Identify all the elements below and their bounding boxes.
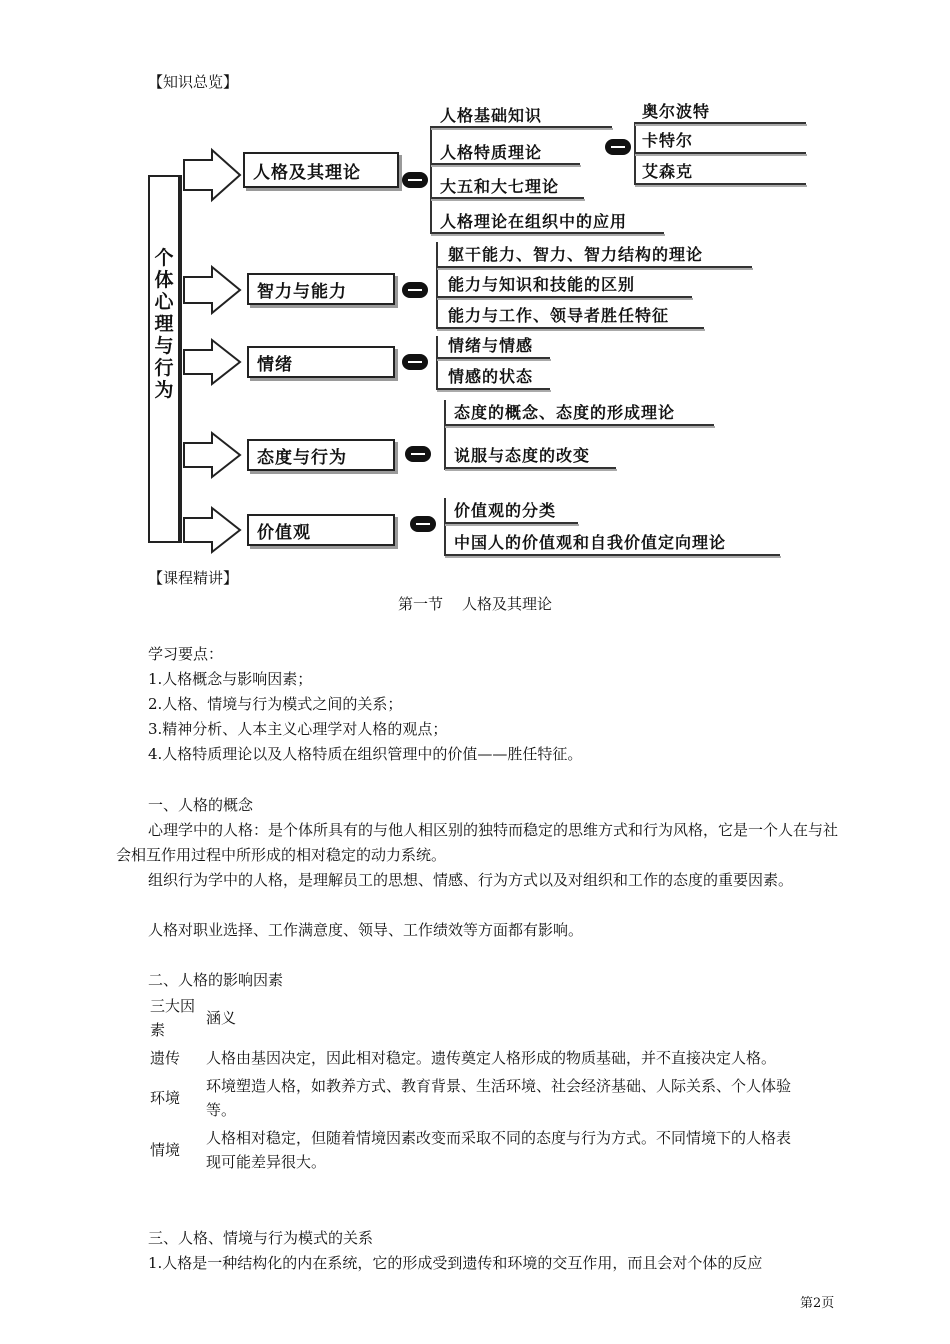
table-row [146, 1044, 800, 1072]
mindmap-subitem: 卡特尔 [642, 131, 694, 150]
table-header-row [146, 992, 800, 1044]
branch-emotion [247, 346, 395, 378]
part1-heading: 一、人格的概念 [148, 796, 254, 814]
mindmap-item: 中国人的价值观和自我价值定向理论 [454, 533, 727, 552]
factor-cell: 遗传 [150, 1049, 181, 1067]
collapse-icon [605, 139, 631, 155]
collapse-icon [402, 354, 428, 370]
key-point: 3.精神分析、人本主义心理学对人格的观点； [148, 720, 448, 738]
root-char: 心 [154, 291, 174, 313]
meaning-cell: 人格由基因决定，因此相对稳定。遗传奠定人格形成的物质基础，并不直接决定人格。 [206, 1049, 777, 1067]
factors-table [146, 992, 800, 1176]
branch-label: 人格及其理论 [253, 162, 361, 183]
arrow-icon [184, 508, 240, 552]
collapse-icon [405, 446, 431, 462]
table-row [146, 1072, 800, 1124]
arrow-icon [184, 150, 240, 200]
collapse-icon [402, 172, 428, 188]
key-point: 2.人格、情境与行为模式之间的关系； [148, 695, 403, 713]
mindmap-item: 态度的概念、态度的形成理论 [454, 403, 676, 422]
overview-heading: 【知识总览】 [148, 73, 239, 91]
mindmap-item: 躯干能力、智力、智力结构的理论 [448, 245, 704, 264]
branch-intelligence [247, 273, 395, 305]
meaning-cell: 人格相对稳定，但随着情境因素改变而采取不同的态度与行为方式。不同情境下的人格表现可能差异很大。 [206, 1129, 792, 1171]
mindmap-item: 能力与工作、领导者胜任特征 [448, 306, 670, 325]
mindmap-item: 人格特质理论 [440, 143, 543, 162]
branch-personality [243, 152, 399, 188]
mindmap-subitem: 艾森克 [642, 162, 694, 181]
part3-heading: 三、人格、情境与行为模式的关系 [148, 1229, 374, 1247]
mindmap-item: 说服与态度的改变 [454, 446, 591, 465]
mindmap-item: 人格理论在组织中的应用 [440, 212, 628, 231]
part3-first-line: 1.人格是一种结构化的内在系统，它的形成受到遗传和环境的交互作用，而且会对个体的反应 [148, 1254, 763, 1272]
branch-label: 智力与能力 [257, 281, 347, 302]
key-point: 1.人格概念与影响因素； [148, 670, 313, 688]
mindmap-item: 情绪与情感 [448, 336, 534, 355]
root-char: 体 [154, 269, 174, 291]
course-heading: 【课程精讲】 [148, 569, 239, 587]
part2-heading: 二、人格的影响因素 [148, 971, 284, 989]
root-char: 与 [154, 335, 174, 357]
part1-paragraph: 组织行为学中的人格，是理解员工的思想、情感、行为方式以及对组织和工作的态度的重要因素。 [148, 871, 794, 889]
root-char: 个 [154, 247, 174, 269]
branch-values [247, 514, 395, 546]
key-points-heading: 学习要点： [148, 645, 224, 663]
meaning-cell: 环境塑造人格，如教养方式、教育背景、生活环境、社会经济基础、人际关系、个人体验等。 [206, 1077, 792, 1119]
arrow-icon [184, 267, 240, 313]
collapse-icon [410, 516, 436, 532]
part1-paragraph: 心理学中的人格：是个体所具有的与他人相区别的独特而稳定的思维方式和行为风格，它是一个人在与社会相互作用过程中所形成的相对稳定的动力系统。 [116, 821, 839, 864]
mindmap-item: 价值观的分类 [454, 501, 557, 520]
branch-attitude [247, 439, 395, 471]
key-point: 4.人格特质理论以及人格特质在组织管理中的价值——胜任特征。 [148, 745, 583, 763]
factor-cell: 环境 [150, 1089, 181, 1107]
table-header-cell: 涵义 [206, 1009, 237, 1027]
page-number: 第2页 [800, 1296, 835, 1311]
mindmap-item: 人格基础知识 [440, 106, 543, 125]
branch-label: 情绪 [257, 354, 293, 375]
table-row [146, 1124, 800, 1176]
mindmap-item: 情感的状态 [448, 367, 534, 386]
mindmap-item: 能力与知识和技能的区别 [448, 275, 636, 294]
mindmap-subitem: 奥尔波特 [642, 102, 711, 121]
root-char: 理 [154, 313, 174, 335]
arrow-icon [184, 433, 240, 477]
factor-cell: 情境 [150, 1141, 181, 1159]
branch-label: 价值观 [257, 522, 311, 543]
part1-paragraph: 人格对职业选择、工作满意度、领导、工作绩效等方面都有影响。 [148, 921, 584, 939]
root-char: 为 [154, 379, 174, 401]
collapse-icon [402, 282, 428, 298]
mindmap-item: 大五和大七理论 [440, 177, 560, 196]
arrow-icon [184, 340, 240, 384]
branch-label: 态度与行为 [257, 447, 347, 468]
section-title: 第一节 人格及其理论 [397, 595, 553, 613]
root-char: 行 [154, 357, 174, 379]
table-header-cell: 三大因素 [150, 997, 196, 1039]
